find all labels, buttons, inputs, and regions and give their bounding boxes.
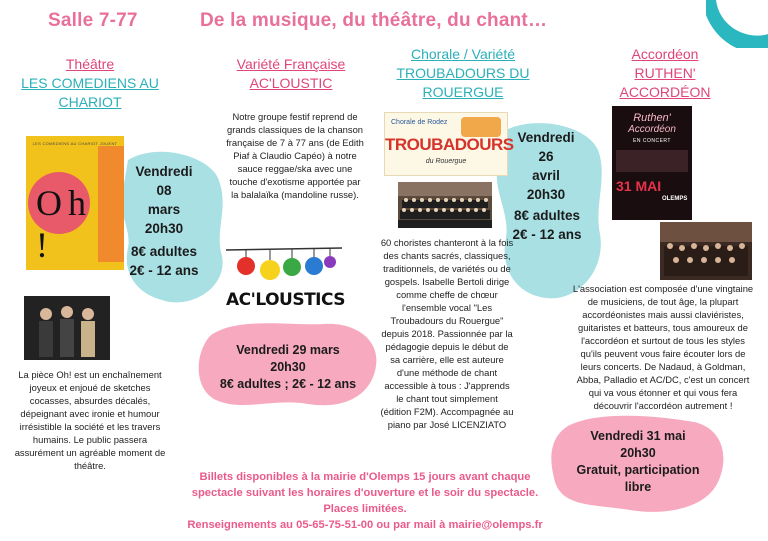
col3-prices [502, 206, 592, 244]
troubadours-logo-city [461, 117, 501, 137]
acloustic-logo-text: AC'LOUSTICS [226, 290, 346, 310]
accordeon-poster-sub: EN CONCERT [633, 138, 671, 144]
col4-genre: Accordéon [631, 46, 699, 62]
col2-description: Notre groupe festif reprend de grands classiques de la chanson française de 7 à 77 ans (de Edith Piaf à Claudio Capéo) à notre sauce reggae/ska avec une touche d'exotisme apportée par la balalaïka (mandoline russe). [226, 111, 364, 200]
col3-event-day: Vendredi [517, 130, 575, 145]
col4-description: L'association est composée d'une vingtaine de musiciens, de tout âge, la plupart accordéonistes mais aussi claviéristes, guitaristes et batteurs, tous amoureux de l'accordéon et surtout de tous les styles qu'ils peuvent vous faire écouter lors de leurs concerts. De Nadaud, à Goldman, Abba, Palladio et AC/DC, c'est un concert qui va vous étonner et qui vous fera découvrir l'accordéon autrement ! [572, 283, 754, 411]
col2-heading [212, 55, 370, 93]
col1-event [126, 162, 202, 238]
col2-name: AC'LOUSTIC [249, 75, 333, 91]
tagline: De la musique, du théâtre, du chant… [200, 10, 548, 31]
col3-name-line2: ROUERGUE [422, 84, 504, 100]
col3-event [508, 128, 584, 204]
col1-price-adult: 8€ adultes [130, 244, 198, 259]
oh-poster-title: Oh ! [36, 183, 92, 265]
col3-heading [378, 45, 548, 102]
col2-event-line1: Vendredi 29 mars [236, 343, 340, 357]
troubadours-logo [384, 112, 514, 176]
col3-price-child: 2€ - 12 ans [512, 227, 582, 242]
col4-event-line4: libre [624, 480, 652, 494]
col2-event [200, 342, 376, 393]
choir-photo [398, 182, 492, 228]
actors-photo [24, 296, 110, 360]
col1-event-day: Vendredi [135, 164, 193, 179]
troubadours-logo-main: TROUBADOURS [385, 135, 514, 154]
col4-name-line2: ACCORDÉON [619, 84, 711, 100]
acloustic-logo [226, 244, 346, 316]
col4-event [562, 428, 714, 496]
footer-line3: Places limitées. [323, 503, 407, 515]
col1-heading [10, 55, 170, 112]
accordeon-poster-date: 31 MAI [616, 178, 662, 194]
accordion-band-photo [660, 222, 752, 280]
col3-price-adult: 8€ adultes [513, 208, 581, 223]
col3-event-time: 20h30 [526, 187, 566, 202]
accordeon-poster-place: OLEMPS [662, 196, 688, 202]
col1-name-line2: CHARIOT [58, 94, 122, 110]
col4-name-line1: RUTHEN' [634, 65, 696, 81]
col1-genre: Théâtre [65, 56, 115, 72]
col4-heading [590, 45, 740, 102]
col1-event-date2: mars [147, 202, 181, 217]
col1-event-date1: 08 [156, 183, 172, 198]
col4-event-line2: 20h30 [620, 446, 656, 460]
col2-event-line2: 20h30 [270, 360, 306, 374]
oh-poster [26, 136, 124, 270]
col3-description: 60 choristes chanteront à la fois des chants sacrés, classiques, traditionnels, de variétés ou de gospels. Isabelle Bertoli dirige comme cheffe de chœur l'ensemble vocal "Les Troubadours du Rouergue" depuis 2018. Passionnée par la pédagogie depuis le début de sa carrière, elle est auteure d'une méthode de chant accessible à tous : J'apprends le chant tout simplement (édition F2M). Accompagnée au piano par José LICENZIATO [380, 237, 514, 430]
footer-line2: spectacle suivant les horaires d'ouverture et le soir du spectacle. [191, 487, 539, 499]
col1-event-time: 20h30 [144, 221, 184, 236]
troubadours-logo-sub: du Rouergue [425, 158, 467, 165]
col3-name-line1: TROUBADOURS DU [396, 65, 530, 81]
troubadours-logo-top: Chorale de Rodez [391, 119, 448, 126]
footer-line4: Renseignements au 05-65-75-51-00 ou par mail à mairie@olemps.fr [187, 519, 543, 531]
col1-description: La pièce Oh! est un enchaînement joyeux et enjoué de sketches cocasses, absurdes décalés, dépeignant avec ironie et humour irrésistible la société et les travers humains. Le public passera assurément un agréable moment de théâtre. [14, 369, 166, 471]
accordeon-poster-band [616, 150, 688, 172]
corner-decoration [706, 0, 768, 48]
oh-poster-caption: LES COMEDIENS AU CHARIOT JOUENT [32, 141, 118, 146]
footer-info [150, 469, 580, 533]
col2-genre: Variété Française [236, 56, 346, 72]
footer-line1: Billets disponibles à la mairie d'Olemps 15 jours avant chaque [199, 471, 531, 483]
accordeon-poster [612, 106, 692, 220]
accordeon-poster-title1: Ruthen' [633, 112, 671, 124]
col1-name-line1: LES COMEDIENS AU [21, 75, 159, 91]
col1-price-child: 2€ - 12 ans [129, 263, 199, 278]
col3-event-date2: avril [532, 168, 560, 183]
col2-event-line3: 8€ adultes ; 2€ - 12 ans [219, 377, 357, 391]
col4-event-line3: Gratuit, participation [576, 463, 700, 477]
venue-title: Salle 7-77 [48, 10, 138, 31]
accordeon-poster-title2: Accordéon [628, 124, 676, 135]
col1-prices [122, 242, 206, 280]
col3-event-date1: 26 [538, 149, 554, 164]
col3-genre: Chorale / Variété [410, 46, 515, 62]
col4-event-line1: Vendredi 31 mai [590, 429, 686, 443]
